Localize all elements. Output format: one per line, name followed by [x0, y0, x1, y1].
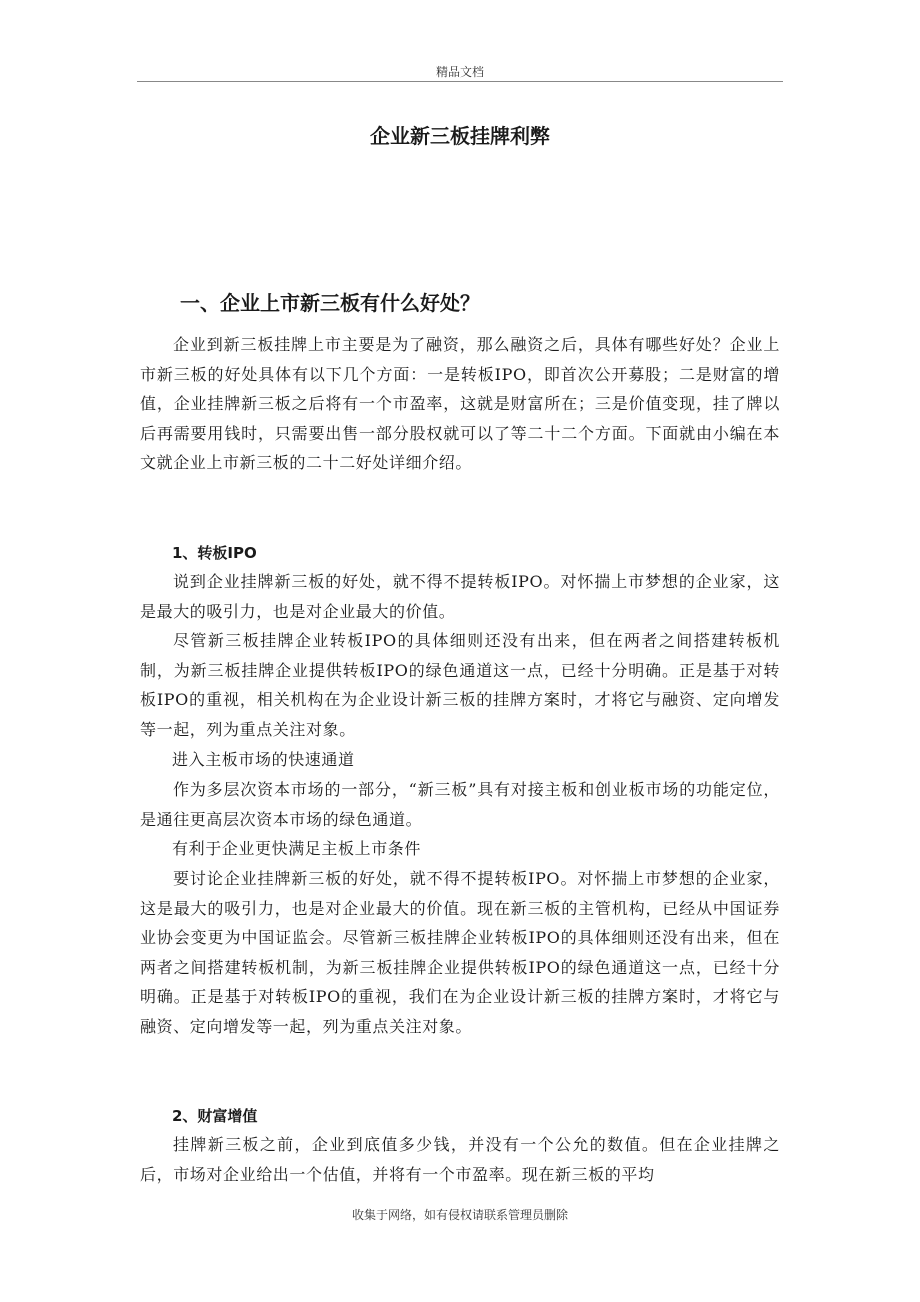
item1-paragraph-3: 作为多层次资本市场的一部分，“新三板”具有对接主板和创业板市场的功能定位，是通往更高层次资本市场的绿色通道。 [140, 780, 780, 829]
section-intro-paragraph: 企业到新三板挂牌上市主要是为了融资，那么融资之后，具体有哪些好处？企业上市新三板的好处具体有以下几个方面：一是转板IPO，即首次公开募股；二是财富的增值，企业挂牌新三板之后将有一个市盈率，这就是财富所在；三是价值变现，挂了牌以后再需要用钱时，只需要出售一部分股权就可以了等二十二个方面。下面就由小编在本文就企业上市新三板的二十二好处详细介绍。 [140, 335, 780, 473]
item-heading-1: 1、转板IPO [172, 544, 257, 562]
item-heading-2: 2、财富增值 [172, 1107, 258, 1125]
item2-paragraph-1: 挂牌新三板之前，企业到底值多少钱，并没有一个公允的数值。但在企业挂牌之后，市场对企业给出一个估值，并将有一个市盈率。现在新三板的平均 [140, 1135, 780, 1184]
section-heading: 一、企业上市新三板有什么好处？ [180, 291, 480, 315]
page-header: 精品文档 [435, 65, 484, 79]
item1-subheading-2: 有利于企业更快满足主板上市条件 [172, 839, 422, 858]
document-title: 企业新三板挂牌利弊 [370, 124, 550, 148]
header-divider [137, 81, 783, 82]
item1-paragraph-2: 尽管新三板挂牌企业转板IPO的具体细则还没有出来，但在两者之间搭建转板机制，为新三板挂牌企业提供转板IPO的绿色通道这一点，已经十分明确。正是基于对转板IPO的重视，相关机构在为企业设计新三板的挂牌方案时，才将它与融资、定向增发等一起，列为重点关注对象。 [140, 631, 780, 739]
item1-paragraph-1: 说到企业挂牌新三板的好处，就不得不提转板IPO。对怀揣上市梦想的企业家，这是最大的吸引力，也是对企业最大的价值。 [140, 572, 780, 621]
page-footer: 收集于网络，如有侵权请联系管理员删除 [351, 1208, 568, 1222]
item1-paragraph-4: 要讨论企业挂牌新三板的好处，就不得不提转板IPO。对怀揣上市梦想的企业家，这是最大的吸引力，也是对企业最大的价值。现在新三板的主管机构，已经从中国证券业协会变更为中国证监会。尽管新三板挂牌企业转板IPO的具体细则还没有出来，但在两者之间搭建转板机制，为新三板挂牌企业提供转板IPO的绿色通道这一点，已经十分明确。正是基于对转板IPO的重视，我们在为企业设计新三板的挂牌方案时，才将它与融资、定向增发等一起，列为重点关注对象。 [140, 869, 780, 1036]
item1-subheading-1: 进入主板市场的快速通道 [172, 750, 355, 769]
